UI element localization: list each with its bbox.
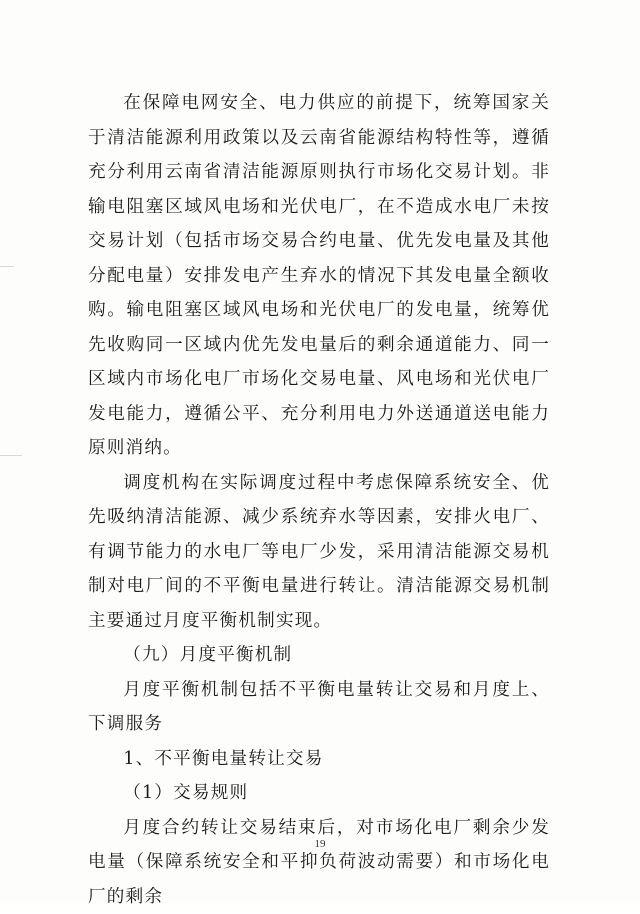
paragraph-2: 调度机构在实际调度过程中考虑保障系统安全、优先吸纳清洁能源、减少系统弃水等因素，安排火电厂、有调节能力的水电厂等电厂少发，采用清洁能源交易机制对电厂间的不平衡电量进行转让。清洁能源交易机制主要通过月度平衡机制实现。 <box>88 466 550 639</box>
document-body <box>88 86 550 914</box>
subheading-1: 1、不平衡电量转让交易 <box>88 742 550 777</box>
scan-mark-left <box>0 266 14 267</box>
page-number: 19 <box>0 838 640 850</box>
section-heading: （九）月度平衡机制 <box>88 638 550 673</box>
section-intro: 月度平衡机制包括不平衡电量转让交易和月度上、下调服务 <box>88 673 550 742</box>
scan-mark-left-2 <box>0 455 22 456</box>
subheading-2: （1）交易规则 <box>88 776 550 811</box>
paragraph-1: 在保障电网安全、电力供应的前提下，统筹国家关于清洁能源利用政策以及云南省能源结构特性等，遵循充分利用云南省清洁能源原则执行市场化交易计划。非输电阻塞区域风电场和光伏电厂，在不造成水电厂未按交易计划（包括市场交易合约电量、优先发电量及其他分配电量）安排发电产生弃水的情况下其发电量全额收购。输电阻塞区域风电场和光伏电厂的发电量，统筹优先收购同一区域内优先发电量后的剩余通道能力、同一区域内市场化电厂市场化交易电量、风电场和光伏电厂发电能力，遵循公平、充分利用电力外送通道送电能力原则消纳。 <box>88 86 550 466</box>
final-paragraph: 月度合约转让交易结束后，对市场化电厂剩余少发电量（保障系统安全和平抑负荷波动需要）和市场化电厂的剩余 <box>88 811 550 914</box>
